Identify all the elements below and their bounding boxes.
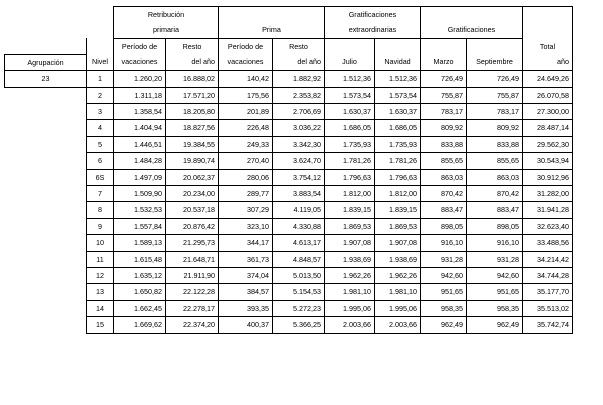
nivel-cell: 5 [87,136,114,152]
value-cell-c7: 833,88 [421,136,467,152]
value-cell-c5: 1.995,06 [325,300,375,316]
value-cell-c8: 898,05 [467,218,523,234]
nivel-cell: 12 [87,268,114,284]
value-cell-c5: 1.812,00 [325,185,375,201]
value-cell-c6: 1.796,63 [375,169,421,185]
value-cell-c2: 21.295,73 [166,235,219,251]
table-body [5,71,573,334]
table-row [5,87,573,103]
value-cell-c8: 783,17 [467,103,523,119]
value-cell-c1: 1.669,62 [114,317,166,333]
nivel-cell: 15 [87,317,114,333]
value-cell-c4: 3.754,12 [273,169,325,185]
value-cell-c7: 931,28 [421,251,467,267]
table-row [5,71,573,87]
header-total-1: Total [523,38,573,54]
value-cell-c9: 32.623,40 [523,218,573,234]
header-empty [87,7,114,23]
value-cell-c5: 1.781,26 [325,153,375,169]
table-row [5,202,573,218]
value-cell-c3: 140,42 [219,71,273,87]
header-empty [5,7,87,23]
table-row [5,120,573,136]
value-cell-c7: 958,35 [421,300,467,316]
table-row [5,300,573,316]
value-cell-c5: 1.630,37 [325,103,375,119]
header-empty [5,22,87,38]
value-cell-c4: 4.848,57 [273,251,325,267]
value-cell-c2: 18.827,56 [166,120,219,136]
value-cell-c6: 1.938,69 [375,251,421,267]
value-cell-c2: 18.205,80 [166,103,219,119]
value-cell-c5: 1.907,08 [325,235,375,251]
value-cell-c7: 726,49 [421,71,467,87]
value-cell-c8: 755,87 [467,87,523,103]
value-cell-c1: 1.497,09 [114,169,166,185]
header-marzo-top [421,38,467,54]
value-cell-c2: 22.374,20 [166,317,219,333]
agrupacion-empty [5,169,87,185]
header-navidad: Navidad [375,54,421,70]
table-row [5,251,573,267]
nivel-cell: 1 [87,71,114,87]
value-cell-c3: 280,06 [219,169,273,185]
value-cell-c2: 21.648,71 [166,251,219,267]
value-cell-c6: 1.869,53 [375,218,421,234]
header-marzo: Marzo [421,54,467,70]
value-cell-c3: 344,17 [219,235,273,251]
value-cell-c9: 31.282,00 [523,185,573,201]
salary-table-container [4,6,573,334]
agrupacion-empty [5,251,87,267]
value-cell-c4: 5.272,23 [273,300,325,316]
value-cell-c2: 20.876,42 [166,218,219,234]
header-retribucion: Retribución [114,7,219,23]
value-cell-c9: 28.487,14 [523,120,573,136]
value-cell-c6: 1.907,08 [375,235,421,251]
header-resto-1: Resto [166,38,219,54]
nivel-cell: 8 [87,202,114,218]
value-cell-c7: 809,92 [421,120,467,136]
header-row-2 [5,22,573,38]
value-cell-c7: 942,60 [421,268,467,284]
value-cell-c5: 1.962,26 [325,268,375,284]
value-cell-c1: 1.635,12 [114,268,166,284]
value-cell-c8: 726,49 [467,71,523,87]
value-cell-c2: 19.384,55 [166,136,219,152]
header-periodo-1: Período de [114,38,166,54]
header-empty [5,38,87,54]
header-julio-top [325,38,375,54]
value-cell-c5: 1.735,93 [325,136,375,152]
value-cell-c8: 951,65 [467,284,523,300]
agrupacion-empty [5,136,87,152]
value-cell-c9: 30.912,96 [523,169,573,185]
agrupacion-empty [5,317,87,333]
table-row [5,103,573,119]
value-cell-c4: 4.330,88 [273,218,325,234]
agrupacion-cell: 23 [5,71,87,87]
value-cell-c2: 22.122,28 [166,284,219,300]
nivel-cell: 11 [87,251,114,267]
agrupacion-empty [5,300,87,316]
value-cell-c7: 962,49 [421,317,467,333]
nivel-cell: 14 [87,300,114,316]
value-cell-c7: 883,47 [421,202,467,218]
table-row [5,153,573,169]
table-row [5,218,573,234]
value-cell-c4: 4.613,17 [273,235,325,251]
value-cell-c9: 34.214,42 [523,251,573,267]
value-cell-c8: 962,49 [467,317,523,333]
value-cell-c6: 1.981,10 [375,284,421,300]
value-cell-c9: 27.300,00 [523,103,573,119]
value-cell-c1: 1.589,13 [114,235,166,251]
value-cell-c8: 942,60 [467,268,523,284]
value-cell-c7: 863,03 [421,169,467,185]
header-grat-extra: Gratificaciones [325,7,421,23]
value-cell-c6: 1.573,54 [375,87,421,103]
agrupacion-empty [5,185,87,201]
value-cell-c4: 5.366,25 [273,317,325,333]
agrupacion-empty [5,235,87,251]
value-cell-c1: 1.484,28 [114,153,166,169]
agrupacion-empty [5,120,87,136]
value-cell-c2: 19.890,74 [166,153,219,169]
value-cell-c8: 855,65 [467,153,523,169]
value-cell-c4: 3.883,54 [273,185,325,201]
value-cell-c8: 833,88 [467,136,523,152]
value-cell-c5: 1.839,15 [325,202,375,218]
value-cell-c4: 3.624,70 [273,153,325,169]
header-total-mid [523,22,573,38]
value-cell-c6: 1.686,05 [375,120,421,136]
value-cell-c5: 1.512,36 [325,71,375,87]
nivel-cell: 3 [87,103,114,119]
header-prima: Prima [219,22,325,38]
value-cell-c2: 20.062,37 [166,169,219,185]
table-row [5,169,573,185]
salary-table [4,6,573,334]
header-total-2: año [523,54,573,70]
value-cell-c6: 1.735,93 [375,136,421,152]
value-cell-c6: 1.630,37 [375,103,421,119]
value-cell-c5: 1.573,54 [325,87,375,103]
nivel-cell: 2 [87,87,114,103]
value-cell-c2: 21.911,90 [166,268,219,284]
value-cell-c1: 1.311,18 [114,87,166,103]
value-cell-c1: 1.358,54 [114,103,166,119]
value-cell-c3: 270,40 [219,153,273,169]
value-cell-c2: 20.234,00 [166,185,219,201]
value-cell-c6: 1.812,00 [375,185,421,201]
table-row [5,136,573,152]
value-cell-c4: 1.882,92 [273,71,325,87]
value-cell-c8: 958,35 [467,300,523,316]
value-cell-c6: 2.003,66 [375,317,421,333]
table-row [5,317,573,333]
header-gratificaciones: Gratificaciones [421,22,523,38]
value-cell-c3: 384,57 [219,284,273,300]
value-cell-c6: 1.962,26 [375,268,421,284]
agrupacion-empty [5,87,87,103]
agrupacion-empty [5,284,87,300]
value-cell-c8: 931,28 [467,251,523,267]
value-cell-c8: 863,03 [467,169,523,185]
value-cell-c3: 374,04 [219,268,273,284]
table-row [5,235,573,251]
header-periodo-2: vacaciones [114,54,166,70]
value-cell-c7: 870,42 [421,185,467,201]
value-cell-c4: 3.342,30 [273,136,325,152]
value-cell-c1: 1.615,48 [114,251,166,267]
value-cell-c9: 24.649,26 [523,71,573,87]
value-cell-c4: 2.353,82 [273,87,325,103]
header-gratificaciones-top [421,7,523,23]
value-cell-c8: 809,92 [467,120,523,136]
agrupacion-empty [5,103,87,119]
header-julio: Julio [325,54,375,70]
nivel-cell: 6S [87,169,114,185]
value-cell-c5: 1.938,69 [325,251,375,267]
value-cell-c5: 1.869,53 [325,218,375,234]
value-cell-c2: 16.888,02 [166,71,219,87]
value-cell-c7: 898,05 [421,218,467,234]
value-cell-c9: 34.744,28 [523,268,573,284]
header-periodo-b2: vacaciones [219,54,273,70]
header-resto-b2: del año [273,54,325,70]
value-cell-c9: 35.742,74 [523,317,573,333]
value-cell-c7: 916,10 [421,235,467,251]
header-total-top [523,7,573,23]
header-resto-2: del año [166,54,219,70]
value-cell-c3: 393,35 [219,300,273,316]
value-cell-c5: 2.003,66 [325,317,375,333]
value-cell-c9: 29.562,30 [523,136,573,152]
table-row [5,185,573,201]
header-row-1 [5,7,573,23]
agrupacion-empty [5,202,87,218]
value-cell-c9: 35.513,02 [523,300,573,316]
value-cell-c6: 1.839,15 [375,202,421,218]
nivel-cell: 4 [87,120,114,136]
value-cell-c3: 201,89 [219,103,273,119]
header-row-3 [5,38,573,54]
value-cell-c4: 2.706,69 [273,103,325,119]
nivel-cell: 13 [87,284,114,300]
value-cell-c4: 5.154,53 [273,284,325,300]
value-cell-c3: 400,37 [219,317,273,333]
agrupacion-empty [5,268,87,284]
value-cell-c1: 1.404,94 [114,120,166,136]
header-row-4 [5,54,573,70]
agrupacion-empty [5,153,87,169]
value-cell-c1: 1.260,20 [114,71,166,87]
value-cell-c5: 1.796,63 [325,169,375,185]
header-septiembre: Septiembre [467,54,523,70]
nivel-cell: 9 [87,218,114,234]
header-resto-b1: Resto [273,38,325,54]
value-cell-c6: 1.781,26 [375,153,421,169]
agrupacion-empty [5,218,87,234]
header-navidad-top [375,38,421,54]
value-cell-c6: 1.995,06 [375,300,421,316]
value-cell-c7: 783,17 [421,103,467,119]
value-cell-c5: 1.686,05 [325,120,375,136]
value-cell-c7: 755,87 [421,87,467,103]
header-periodo-b1: Período de [219,38,273,54]
value-cell-c3: 323,10 [219,218,273,234]
nivel-cell: 10 [87,235,114,251]
value-cell-c3: 175,56 [219,87,273,103]
value-cell-c1: 1.650,82 [114,284,166,300]
header-septiembre-top [467,38,523,54]
header-grat-extra-2: extraordinarias [325,22,421,38]
value-cell-c2: 22.278,17 [166,300,219,316]
value-cell-c1: 1.662,45 [114,300,166,316]
value-cell-c7: 855,65 [421,153,467,169]
value-cell-c2: 20.537,18 [166,202,219,218]
table-row [5,284,573,300]
value-cell-c9: 30.543,94 [523,153,573,169]
value-cell-c1: 1.509,90 [114,185,166,201]
header-nivel-top [87,38,114,54]
value-cell-c9: 35.177,70 [523,284,573,300]
value-cell-c4: 4.119,05 [273,202,325,218]
header-agrupacion: Agrupación [5,54,87,70]
value-cell-c6: 1.512,36 [375,71,421,87]
value-cell-c1: 1.532,53 [114,202,166,218]
value-cell-c4: 3.036,22 [273,120,325,136]
nivel-cell: 7 [87,185,114,201]
value-cell-c8: 883,47 [467,202,523,218]
header-nivel: Nivel [87,54,114,70]
header-empty [87,22,114,38]
value-cell-c7: 951,65 [421,284,467,300]
value-cell-c9: 31.941,28 [523,202,573,218]
value-cell-c3: 226,48 [219,120,273,136]
value-cell-c4: 5.013,50 [273,268,325,284]
value-cell-c2: 17.571,20 [166,87,219,103]
value-cell-c3: 289,77 [219,185,273,201]
value-cell-c1: 1.557,84 [114,218,166,234]
value-cell-c5: 1.981,10 [325,284,375,300]
value-cell-c3: 361,73 [219,251,273,267]
value-cell-c8: 916,10 [467,235,523,251]
nivel-cell: 6 [87,153,114,169]
value-cell-c9: 26.070,58 [523,87,573,103]
value-cell-c8: 870,42 [467,185,523,201]
value-cell-c3: 307,29 [219,202,273,218]
table-row [5,268,573,284]
value-cell-c1: 1.446,51 [114,136,166,152]
header-prima-top [219,7,325,23]
value-cell-c3: 249,33 [219,136,273,152]
header-retribucion-2: primaria [114,22,219,38]
value-cell-c9: 33.488,56 [523,235,573,251]
